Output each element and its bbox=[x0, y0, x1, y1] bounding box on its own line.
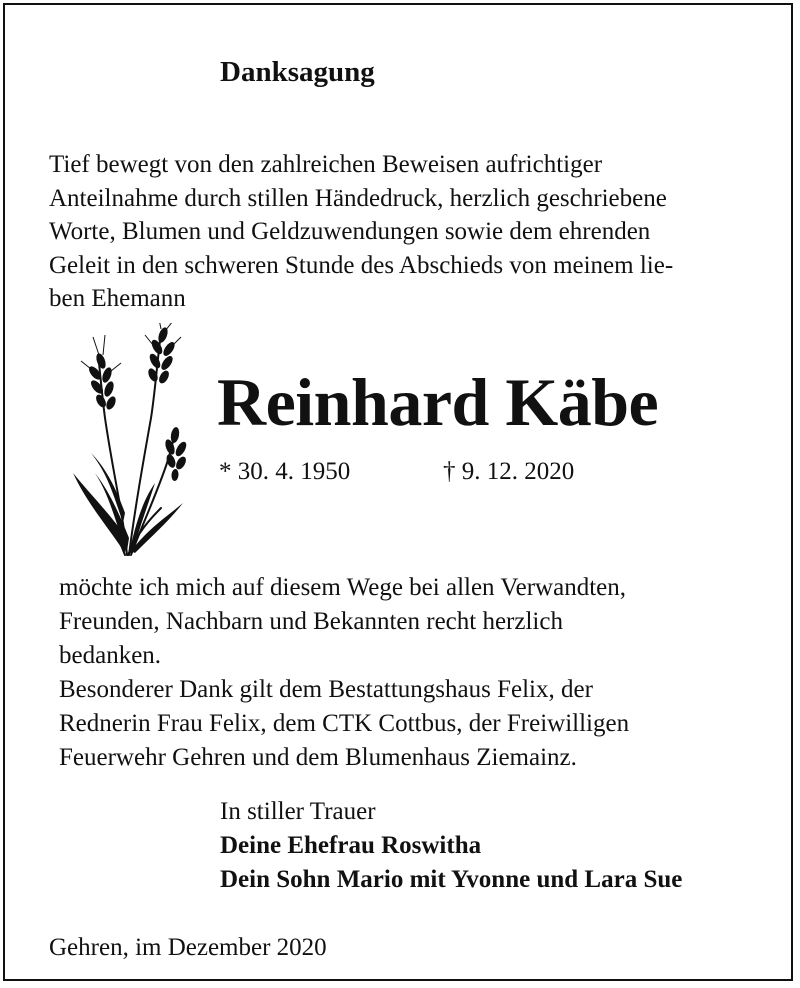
thanks-line: bedanken. bbox=[59, 642, 162, 669]
thanks-line: Feuerwehr Gehren und dem Blumenhaus Ziemainz. bbox=[59, 744, 577, 771]
thanks-line: möchte ich mich auf diesem Wege bei allen Verwandten, bbox=[59, 574, 627, 601]
death-date: † 9. 12. 2020 bbox=[443, 458, 575, 485]
deceased-name: Reinhard Käbe bbox=[217, 364, 659, 440]
thanks-line: Besonderer Dank gilt dem Bestattungshaus Felix, der bbox=[59, 676, 593, 703]
birth-date: * 30. 4. 1950 bbox=[219, 458, 351, 485]
intro-line: Geleit in den schweren Stunde des Abschieds von meinem lie- bbox=[49, 251, 674, 279]
thanks-line: Freunden, Nachbarn und Bekannten recht herzlich bbox=[59, 608, 563, 635]
notice-heading: Danksagung bbox=[220, 56, 375, 88]
place-date: Gehren, im Dezember 2020 bbox=[49, 934, 327, 961]
intro-line: Worte, Blumen und Geldzuwendungen sowie dem ehrenden bbox=[49, 218, 651, 245]
intro-line: ben Ehemann bbox=[49, 285, 186, 312]
thanks-paragraph bbox=[59, 571, 789, 775]
signature-son: Dein Sohn Mario mit Yvonne und Lara Sue bbox=[220, 866, 683, 893]
signature-block bbox=[220, 795, 682, 897]
notice-frame bbox=[3, 3, 793, 981]
signature-spouse: Deine Ehefrau Roswitha bbox=[220, 832, 482, 859]
signature-intro: In stiller Trauer bbox=[220, 798, 376, 825]
thanks-line: Rednerin Frau Felix, dem CTK Cottbus, der Freiwilligen bbox=[59, 710, 630, 737]
wheat-ears-icon bbox=[65, 323, 200, 558]
intro-paragraph bbox=[49, 148, 789, 316]
intro-line: Tief bewegt von den zahlreichen Beweisen aufrichtiger bbox=[49, 151, 603, 178]
intro-line: Anteilnahme durch stillen Händedruck, herzlich geschriebene bbox=[49, 184, 667, 212]
